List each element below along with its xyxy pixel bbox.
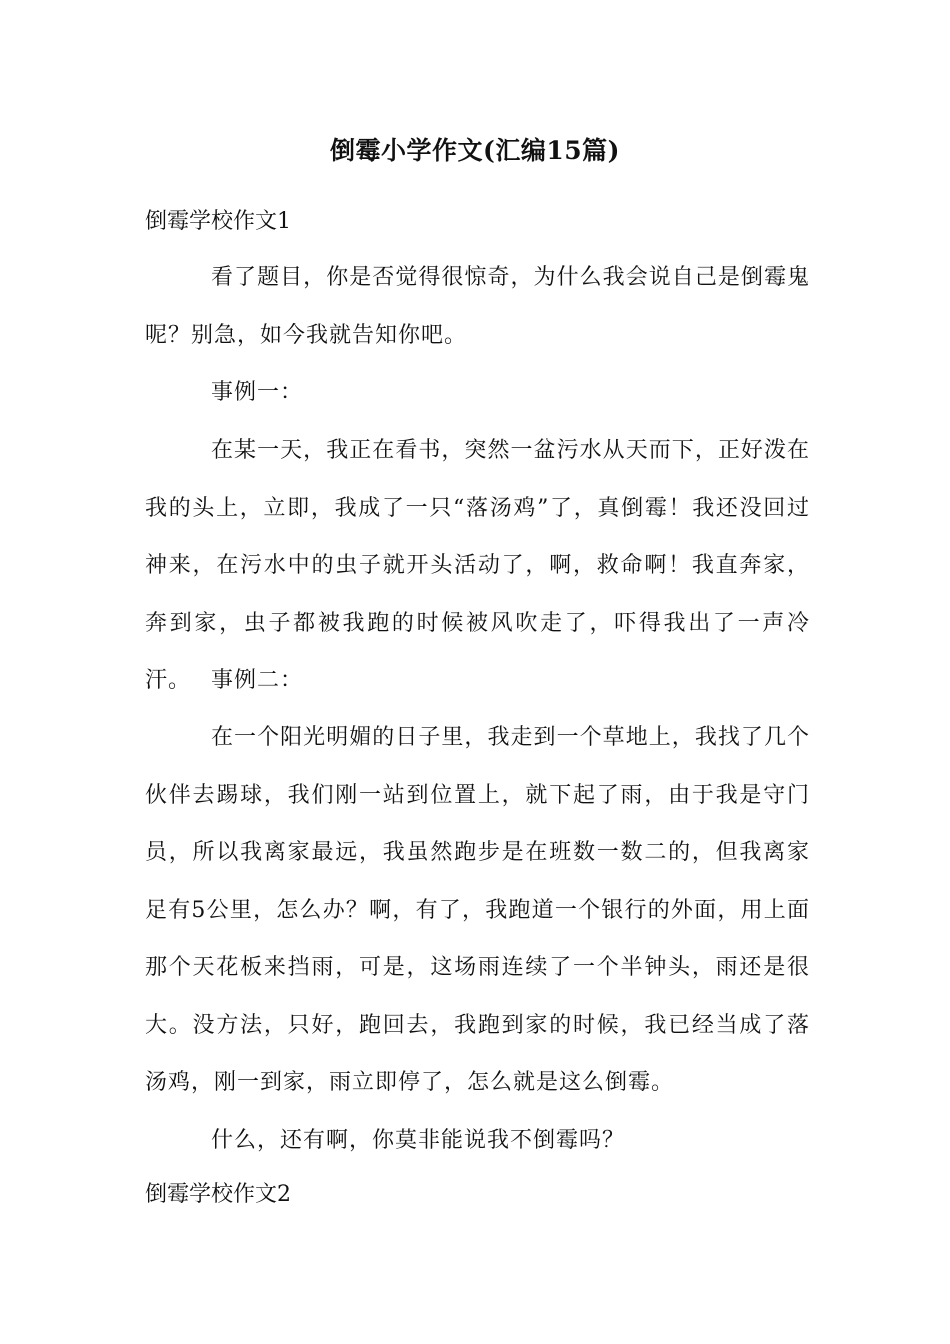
paragraph-example-2-label: 事例二： [211, 668, 304, 693]
paragraph-example-1: 在某一天，我正在看书，突然一盆污水从天而下，正好泼在我的头上，立即，我成了一只“落汤鸡”了，真倒霉！我还没回过神来，在污水中的虫子就开头活动了，啊，救命啊！我直奔家，奔到家，虫子都被我跑的时候被风吹走了，吓得我出了一声冷汗。 [145, 438, 810, 693]
paragraph-example-2: 在一个阳光明媚的日子里，我走到一个草地上，我找了几个伙伴去踢球，我们刚一站到位置上，就下起了雨，由于我是守门员，所以我离家最远，我虽然跑步是在班数一数二的，但我离家足有5公里，怎么办？啊，有了，我跑道一个银行的外面，用上面那个天花板来挡雨，可是，这场雨连续了一个半钟头，雨还是很大。没方法，只好，跑回去，我跑到家的时候，我已经当成了落汤鸡，刚一到家，雨立即停了，怎么就是这么倒霉。 [145, 725, 810, 1095]
section-heading-1: 倒霉学校作文1 [145, 209, 291, 234]
paragraph-intro: 看了题目，你是否觉得很惊奇，为什么我会说自己是倒霉鬼呢？别急，如今我就告知你吧。 [145, 265, 810, 348]
section-heading-2: 倒霉学校作文2 [145, 1182, 291, 1207]
paragraph-example-1-label: 事例一： [211, 380, 304, 405]
paragraph-closing: 什么，还有啊，你莫非能说我不倒霉吗？ [211, 1128, 626, 1153]
document-title: 倒霉小学作文(汇编15篇) [330, 136, 620, 165]
